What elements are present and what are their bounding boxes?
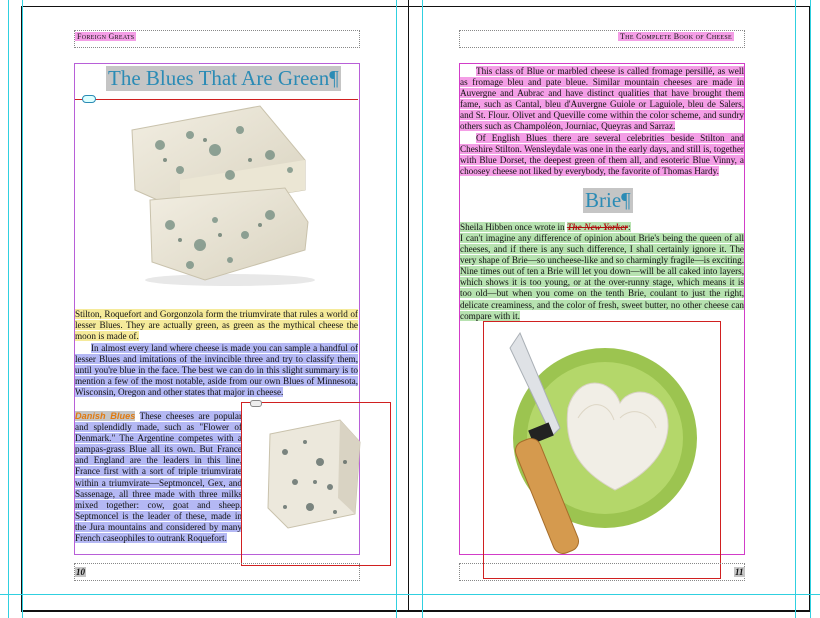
pilcrow-mark: ¶	[621, 188, 631, 212]
guide-vertical[interactable]	[810, 0, 811, 618]
folio-left: 10	[76, 567, 85, 577]
left-paragraph-2: In almost every land where cheese is made you can sample a handful of lesser Blues and imitations of the invincible three and try to classify them, until you're blue in the face. The best we can do in this slight summary is to mention a few of the most notable, aside from our own Blues of Minnesota, Wisconsin, Oregon and other states that major in cheese.	[75, 343, 358, 398]
left-paragraph-3: Danish Blues These cheeses are popular and splendidly made, such as "Flower of Denmark." The Argentine competes with a pampas-grass Blue all its own. But France and England are the leaders in this line, France first with a sort of triple triumvirate within a triumvirate—Septmoncel, Gex, and Sassenage, all three made with three milks mixed together: cow, goat and sheep. Septmoncel is the leader of these, made in the Jura mountains and considered by many French caseophiles to outrank Roquefort.	[75, 411, 243, 544]
cheese-cube-image[interactable]	[260, 412, 370, 532]
guide-vertical[interactable]	[22, 0, 23, 618]
heading-text: Brie	[585, 188, 622, 212]
left-paragraph-1: Stilton, Roquefort and Gorgonzola form the triumvirate that rules a world of lesser Blues. They are actually green, as green as the mythical cheese the moon is made of.	[75, 309, 358, 342]
folio-frame-right[interactable]	[459, 563, 745, 581]
running-head-left: Foreign Greats	[77, 32, 135, 41]
guide-vertical[interactable]	[795, 0, 796, 618]
page-heading-left	[106, 66, 341, 91]
folio-frame-left[interactable]	[74, 563, 360, 581]
anchor-marker[interactable]	[250, 400, 262, 407]
page-top-border	[22, 6, 810, 7]
guide-vertical[interactable]	[8, 0, 9, 618]
guide-horizontal[interactable]	[0, 594, 820, 595]
brie-image[interactable]	[500, 328, 700, 568]
right-paragraph-2: Of English Blues there are several celebrities beside Stilton and Cheshire Stilton. Wensleydale was one in the early days, and still is, together with Blue Dorset, the deepest green of them all, and esoteric Blue Vinny, a choosey cheese not liked by everybody, the favorite of Thomas Hardy.	[460, 133, 744, 177]
publication-name: The New Yorker	[566, 222, 628, 232]
running-head-right: The Complete Book of Cheese	[620, 32, 732, 41]
guide-vertical[interactable]	[396, 0, 397, 618]
folio-right: 11	[735, 567, 744, 577]
pilcrow-mark: ¶	[329, 66, 339, 90]
heading-text: The Blues That Are Green	[108, 66, 330, 90]
page-heading-right	[583, 188, 633, 213]
brie-quote: I can't imagine any difference of opinion about Brie's being the queen of all cheeses, and if there is any such difference, I shall certainly ignore it. The very shape of Brie—so uncheese-like and so charmingly fragile—is exciting. Nine times out of ten a Brie will let you down—will be all caked into layers, which shows it is too young, or at the over-runny stage, which means it is too old—but when you come on the tenth Brie, coulant to just the right, delicate creaminess, and the color of fresh, sweet butter, no other cheese can compare with it.	[460, 233, 744, 321]
right-paragraph-1: This class of Blue or marbled cheese is called fromage persillé, as well as fromage bleu and pate bleue. Similar mountain cheeses are made in Auvergne and Aubrac and have distinct qualities that have brought them fame, such as Cantal, bleu d'Auvergne Guiole or Laguiole, bleu de Salers, and St. Flour. Olivet and Queville come within the color scheme, and sundry others such as Champoléon, Journiac, Queyras and Sarraz.	[460, 66, 744, 132]
brie-intro: Sheila Hibben once wrote in The New Yorker:	[460, 222, 631, 232]
guide-vertical[interactable]	[422, 0, 423, 618]
blue-cheese-image[interactable]	[120, 100, 320, 290]
danish-blues-label: Danish Blues	[75, 411, 136, 421]
anchor-link-icon[interactable]	[82, 95, 96, 103]
spread-spine	[408, 0, 409, 612]
